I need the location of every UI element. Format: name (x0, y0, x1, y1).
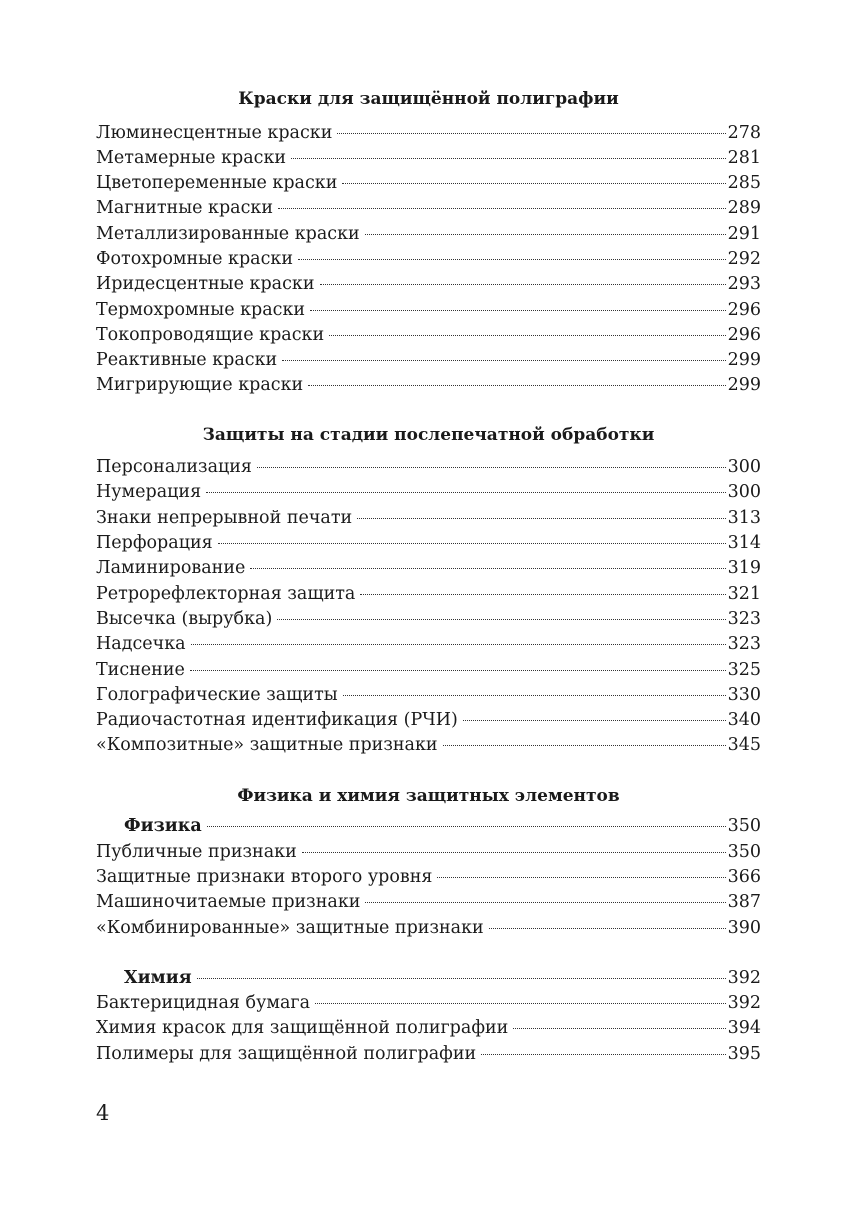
toc-entry (96, 272, 761, 297)
entry-label: Бактерицидная бумага (96, 993, 311, 1013)
entry-label: Металлизированные краски (96, 224, 360, 244)
entry-label: Радиочастотная идентификация (РЧИ) (96, 710, 458, 730)
entry-page: 350 (727, 816, 761, 836)
entry-page: 319 (727, 558, 761, 578)
entry-page: 299 (727, 350, 761, 370)
toc-entry (96, 556, 761, 581)
dot-leader (337, 133, 725, 134)
entry-page: 281 (727, 148, 761, 168)
entry-label: Полимеры для защищённой полиграфии (96, 1044, 477, 1064)
toc-entry (96, 196, 761, 221)
dot-leader (463, 720, 726, 721)
dot-leader (277, 619, 725, 620)
toc-entry (96, 171, 761, 196)
dot-leader (365, 234, 726, 235)
entry-label: Нумерация (96, 482, 202, 502)
dot-leader (190, 670, 726, 671)
toc-subheading-entry (96, 966, 761, 991)
entry-label: Химия (124, 968, 192, 988)
dot-leader (197, 978, 726, 979)
toc-entry (96, 632, 761, 657)
entry-label: Перфорация (96, 533, 213, 553)
entry-page: 392 (727, 968, 761, 988)
entry-page: 330 (727, 685, 761, 705)
toc-entry (96, 733, 761, 758)
entry-page: 325 (727, 660, 761, 680)
entry-label: Метамерные краски (96, 148, 287, 168)
dot-leader (302, 852, 726, 853)
entry-page: 395 (727, 1044, 761, 1064)
entry-page: 285 (727, 173, 761, 193)
toc-entry (96, 890, 761, 915)
entry-page: 300 (727, 457, 761, 477)
entry-label: Надсечка (96, 634, 186, 654)
toc-entry (96, 1042, 761, 1067)
toc-entry (96, 298, 761, 323)
dot-leader (320, 284, 726, 285)
dot-leader (513, 1028, 725, 1029)
toc-entry (96, 708, 761, 733)
toc-entry (96, 146, 761, 171)
dot-leader (291, 158, 726, 159)
entry-label: Термохромные краски (96, 300, 306, 320)
entry-label: Химия красок для защищённой полиграфии (96, 1018, 509, 1038)
dot-leader (329, 335, 725, 336)
dot-leader (278, 208, 726, 209)
entry-page: 321 (727, 584, 761, 604)
entry-page: 293 (727, 274, 761, 294)
toc-entry (96, 247, 761, 272)
entry-label: Люминесцентные краски (96, 123, 333, 143)
entry-label: Ламинирование (96, 558, 246, 578)
entry-label: «Комбинированные» защитные признаки (96, 918, 484, 938)
toc-entry (96, 348, 761, 373)
entry-page: 278 (727, 123, 761, 143)
entry-page: 289 (727, 198, 761, 218)
dot-leader (343, 695, 726, 696)
toc-entry (96, 121, 761, 146)
entry-page: 323 (727, 609, 761, 629)
toc-entry (96, 916, 761, 941)
entry-page: 296 (727, 325, 761, 345)
entry-label: Знаки непрерывной печати (96, 508, 353, 528)
dot-leader (207, 826, 726, 827)
entry-label: Мигрирующие краски (96, 375, 304, 395)
entry-page: 340 (727, 710, 761, 730)
toc-entry (96, 865, 761, 890)
dot-leader (489, 928, 726, 929)
entry-label: Высечка (вырубка) (96, 609, 273, 629)
section-heading-physics-chemistry: Физика и химия защитных элементов (237, 786, 620, 806)
entry-label: Фотохромные краски (96, 249, 293, 269)
entry-page: 345 (727, 735, 761, 755)
entry-label: Тиснение (96, 660, 185, 680)
section-heading-postpress: Защиты на стадии послепечатной обработки (202, 425, 655, 445)
dot-leader (191, 644, 726, 645)
dot-leader (437, 877, 725, 878)
toc-entry (96, 222, 761, 247)
dot-leader (365, 902, 725, 903)
toc-entry (96, 607, 761, 632)
entry-page: 314 (727, 533, 761, 553)
entry-page: 387 (727, 892, 761, 912)
entry-label: Цветопеременные краски (96, 173, 338, 193)
entry-page: 299 (727, 375, 761, 395)
toc-entry (96, 455, 761, 480)
toc-entry (96, 683, 761, 708)
toc-entry (96, 991, 761, 1016)
entry-page: 323 (727, 634, 761, 654)
toc-entry (96, 373, 761, 398)
dot-leader (443, 745, 726, 746)
entry-label: Публичные признаки (96, 842, 297, 862)
entry-label: Физика (124, 816, 202, 836)
toc-entry (96, 582, 761, 607)
dot-leader (342, 183, 725, 184)
toc-entry (96, 1016, 761, 1041)
dot-leader (218, 543, 726, 544)
entry-page: 392 (727, 993, 761, 1013)
dot-leader (257, 467, 726, 468)
entry-page: 394 (727, 1018, 761, 1038)
section-heading-inks: Краски для защищённой полиграфии (238, 89, 619, 109)
toc-entry (96, 323, 761, 348)
entry-page: 300 (727, 482, 761, 502)
entry-page: 350 (727, 842, 761, 862)
toc-entry (96, 480, 761, 505)
dot-leader (298, 259, 726, 260)
entry-label: «Композитные» защитные признаки (96, 735, 438, 755)
dot-leader (310, 310, 726, 311)
entry-page: 292 (727, 249, 761, 269)
entry-label: Токопроводящие краски (96, 325, 325, 345)
entry-page: 291 (727, 224, 761, 244)
dot-leader (357, 518, 725, 519)
entry-page: 296 (727, 300, 761, 320)
toc-entry (96, 658, 761, 683)
entry-label: Реактивные краски (96, 350, 278, 370)
dot-leader (360, 594, 725, 595)
dot-leader (250, 568, 725, 569)
entry-label: Магнитные краски (96, 198, 274, 218)
dot-leader (308, 385, 725, 386)
dot-leader (206, 492, 725, 493)
entry-label: Иридесцентные краски (96, 274, 315, 294)
dot-leader (282, 360, 725, 361)
toc-entry (96, 506, 761, 531)
toc-subheading-entry (96, 814, 761, 839)
toc-entry (96, 840, 761, 865)
entry-page: 366 (727, 867, 761, 887)
dot-leader (481, 1054, 725, 1055)
entry-label: Персонализация (96, 457, 252, 477)
entry-page: 390 (727, 918, 761, 938)
entry-page: 313 (727, 508, 761, 528)
entry-label: Голографические защиты (96, 685, 338, 705)
entry-label: Машиночитаемые признаки (96, 892, 361, 912)
entry-label: Ретрорефлекторная защита (96, 584, 356, 604)
dot-leader (315, 1003, 726, 1004)
toc-entry (96, 531, 761, 556)
entry-label: Защитные признаки второго уровня (96, 867, 433, 887)
page-number: 4 (96, 1101, 110, 1125)
